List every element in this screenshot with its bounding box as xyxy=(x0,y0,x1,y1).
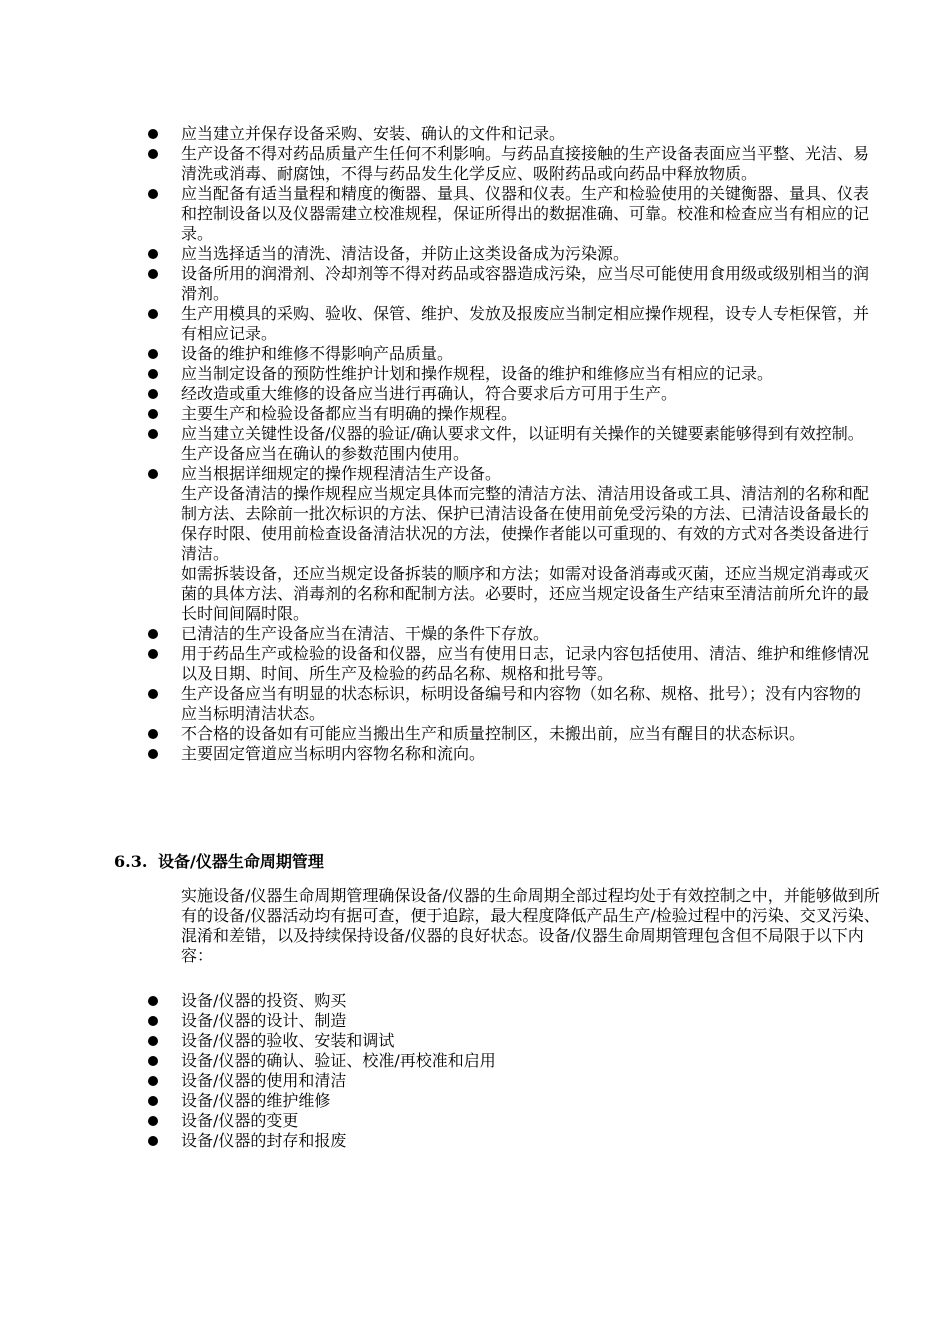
bullet-icon xyxy=(148,1076,158,1086)
bullet-icon xyxy=(148,749,158,759)
bullet-icon xyxy=(148,249,158,259)
list-item xyxy=(146,424,876,464)
bullet-icon xyxy=(148,689,158,699)
list-item xyxy=(146,264,876,304)
list-item xyxy=(146,1111,876,1131)
bullet-icon xyxy=(148,1036,158,1046)
list-item-text: 设备/仪器的使用和清洁 xyxy=(181,1071,347,1090)
list-item-text: 设备/仪器的投资、购买 xyxy=(181,991,347,1010)
list-item xyxy=(146,1131,876,1151)
list-item xyxy=(146,624,876,644)
list-item xyxy=(146,744,876,764)
bullet-icon xyxy=(148,309,158,319)
list-item xyxy=(146,1031,876,1051)
list-item-text: 主要固定管道应当标明内容物名称和流向。 xyxy=(181,744,486,763)
list-item xyxy=(146,404,876,424)
bullet-icon xyxy=(148,369,158,379)
list-item-text: 生产设备不得对药品质量产生任何不利影响。与药品直接接触的生产设备表面应当平整、光洁、易清洗或消毒、耐腐蚀，不得与药品发生化学反应、吸附药品或向药品中释放物质。 xyxy=(181,144,870,183)
list-item-text: 设备/仪器的验收、安装和调试 xyxy=(181,1031,395,1050)
list-item xyxy=(146,184,876,244)
list-item-text: 应当配备有适当量程和精度的衡器、量具、仪器和仪表。生产和检验使用的关键衡器、量具、仪表和控制设备以及仪器需建立校准规程，保证所得出的数据准确、可靠。校准和检查应当有相应的记录。 xyxy=(181,184,870,243)
list-item-text: 生产用模具的采购、验收、保管、维护、发放及报废应当制定相应操作规程，设专人专柜保管，并有相应记录。 xyxy=(181,304,870,343)
bullet-icon xyxy=(148,269,158,279)
bullet-icon xyxy=(148,429,158,439)
section-intro-paragraph: 实施设备/仪器生命周期管理确保设备/仪器的生命周期全部过程均处于有效控制之中，并能够做到所有的设备/仪器活动均有据可查，便于追踪，最大程度降低产品生产/检验过程中的污染、交叉污染、混淆和差错，以及持续保持设备/仪器的良好状态。设备/仪器生命周期管理包含但不局限于以下内容： xyxy=(181,886,880,965)
list-item xyxy=(146,304,876,344)
section-title: 设备/仪器生命周期管理 xyxy=(158,852,324,871)
list-item xyxy=(146,344,876,364)
list-item-text: 用于药品生产或检验的设备和仪器，应当有使用日志，记录内容包括使用、清洁、维护和维修情况以及日期、时间、所生产及检验的药品名称、规格和批号等。 xyxy=(181,644,870,683)
list-item-text: 如需拆装设备，还应当规定设备拆装的顺序和方法；如需对设备消毒或灭菌，还应当规定消毒或灭菌的具体方法、消毒剂的名称和配制方法。必要时，还应当规定设备生产结束至清洁前所允许的最长时间间隔时限。 xyxy=(181,564,870,623)
list-item-text: 设备的维护和维修不得影响产品质量。 xyxy=(181,344,454,363)
section-number: 6.3. xyxy=(114,852,148,871)
bullet-icon xyxy=(148,649,158,659)
list-item-text: 应当选择适当的清洗、清洁设备，并防止这类设备成为污染源。 xyxy=(181,244,630,263)
bullet-icon xyxy=(148,149,158,159)
list-item-text: 应当建立关键性设备/仪器的验证/确认要求文件，以证明有关操作的关键要素能够得到有效控制。生产设备应当在确认的参数范围内使用。 xyxy=(181,424,864,463)
list-item-text: 生产设备清洁的操作规程应当规定具体而完整的清洁方法、清洁用设备或工具、清洁剂的名称和配制方法、去除前一批次标识的方法、保护已清洁设备在使用前免受污染的方法、已清洁设备最长的保存时限、使用前检查设备清洁状况的方法，使操作者能以可重现的、有效的方式对各类设备进行清洁。 xyxy=(181,484,870,563)
list-item-text: 设备/仪器的设计、制造 xyxy=(181,1011,347,1030)
list-item xyxy=(146,124,876,144)
bullet-icon xyxy=(148,996,158,1006)
bullet-icon xyxy=(148,629,158,639)
bullet-icon xyxy=(148,1136,158,1146)
list-item xyxy=(146,684,876,724)
bullet-icon xyxy=(148,1096,158,1106)
list-item-text: 设备/仪器的封存和报废 xyxy=(181,1131,347,1150)
list-item xyxy=(146,464,876,624)
list-item-text: 设备/仪器的变更 xyxy=(181,1111,299,1130)
bullet-icon xyxy=(148,129,158,139)
list-item-text: 应当建立并保存设备采购、安装、确认的文件和记录。 xyxy=(181,124,566,143)
bullet-icon xyxy=(148,469,158,479)
list-item xyxy=(146,144,876,184)
list-item xyxy=(146,384,876,404)
bullet-icon xyxy=(148,409,158,419)
list-item xyxy=(146,1051,876,1071)
list-item-text: 主要生产和检验设备都应当有明确的操作规程。 xyxy=(181,404,518,423)
list-item xyxy=(146,244,876,264)
list-item-text: 设备/仪器的维护维修 xyxy=(181,1091,331,1110)
list-item xyxy=(146,1011,876,1031)
bullet-icon xyxy=(148,1056,158,1066)
list-item xyxy=(146,1091,876,1111)
list-item-text: 设备所用的润滑剂、冷却剂等不得对药品或容器造成污染，应当尽可能使用食用级或级别相当的润滑剂。 xyxy=(181,264,870,303)
list-item xyxy=(146,724,876,744)
list-item xyxy=(146,991,876,1011)
list-item-text: 设备/仪器的确认、验证、校准/再校准和启用 xyxy=(181,1051,496,1070)
lifecycle-contents-list xyxy=(146,991,876,1151)
list-item-text: 应当制定设备的预防性维护计划和操作规程，设备的维护和维修应当有相应的记录。 xyxy=(181,364,774,383)
list-item xyxy=(146,1071,876,1091)
list-item-text: 已清洁的生产设备应当在清洁、干燥的条件下存放。 xyxy=(181,624,550,643)
list-item xyxy=(146,364,876,384)
list-item-text: 应当根据详细规定的操作规程清洁生产设备。 xyxy=(181,464,502,483)
section-heading xyxy=(114,852,324,872)
list-item-text: 生产设备应当有明显的状态标识，标明设备编号和内容物（如名称、规格、批号）；没有内容物的应当标明清洁状态。 xyxy=(181,684,862,723)
bullet-icon xyxy=(148,389,158,399)
bullet-icon xyxy=(148,349,158,359)
bullet-icon xyxy=(148,189,158,199)
list-item-text: 不合格的设备如有可能应当搬出生产和质量控制区，未搬出前，应当有醒目的状态标识。 xyxy=(181,724,806,743)
bullet-icon xyxy=(148,1016,158,1026)
equipment-requirements-list xyxy=(146,124,876,764)
bullet-icon xyxy=(148,729,158,739)
bullet-icon xyxy=(148,1116,158,1126)
list-item xyxy=(146,644,876,684)
list-item-text: 经改造或重大维修的设备应当进行再确认，符合要求后方可用于生产。 xyxy=(181,384,678,403)
